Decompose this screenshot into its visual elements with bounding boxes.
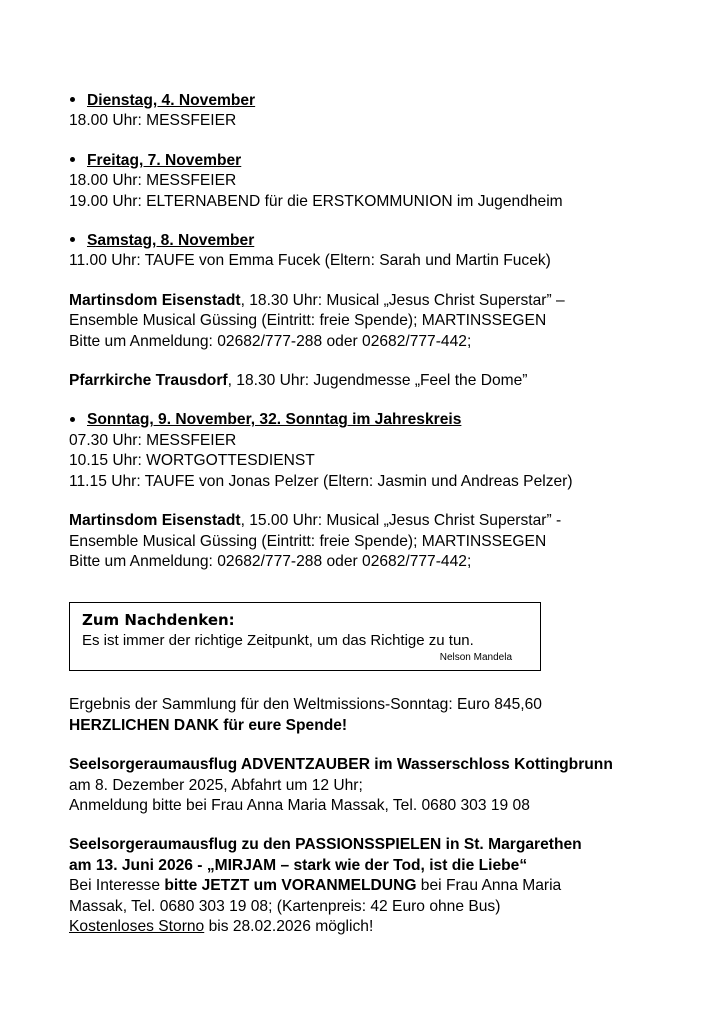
day-heading-saturday: Samstag, 8. November	[69, 231, 689, 251]
passion-trip-title: Seelsorgeraumausflug zu den PASSIONSSPIELEN in St. Margarethen	[69, 836, 582, 854]
advent-trip-date: am 8. Dezember 2025, Abfahrt um 12 Uhr;	[69, 776, 363, 794]
martinsdom-saturday-line1: Martinsdom Eisenstadt, 18.30 Uhr: Musical „Jesus Christ Superstar” –	[69, 291, 565, 309]
event-line: 07.30 Uhr: MESSFEIER	[69, 431, 237, 449]
event-line: 19.00 Uhr: ELTERNABEND für die ERSTKOMMUNION im Jugendheim	[69, 192, 563, 210]
quote-text: Es ist immer der richtige Zeitpunkt, um das Richtige zu tun.	[82, 632, 474, 650]
day-heading-tuesday: Dienstag, 4. November	[69, 91, 689, 111]
trausdorf-line: Pfarrkirche Trausdorf, 18.30 Uhr: Jugendmesse „Feel the Dome”	[69, 372, 528, 390]
bullet-icon	[69, 151, 87, 171]
passion-trip-storno: Kostenloses Storno bis 28.02.2026 möglich!	[69, 917, 374, 935]
quote-title: Zum Nachdenken:	[82, 611, 235, 630]
collection-thanks: HERZLICHEN DANK für eure Spende!	[69, 716, 348, 734]
storno-link: Kostenloses Storno	[69, 917, 205, 935]
bullet-icon	[69, 231, 87, 251]
collection-result: Ergebnis der Sammlung für den Weltmissions-Sonntag: Euro 845,60	[69, 696, 542, 714]
martinsdom-sunday-line1: Martinsdom Eisenstadt, 15.00 Uhr: Musical „Jesus Christ Superstar” -	[69, 512, 562, 530]
passion-trip-registration: Bei Interesse bitte JETZT um VORANMELDUNG bei Frau Anna Maria	[69, 877, 562, 895]
bulletin-page	[69, 91, 689, 937]
bullet-icon	[69, 91, 87, 111]
martinsdom-saturday-line2: Ensemble Musical Güssing (Eintritt: freie Spende); MARTINSSEGEN	[69, 312, 547, 330]
quote-author: Nelson Mandela	[439, 652, 512, 664]
event-line: 11.00 Uhr: TAUFE von Emma Fucek (Eltern: Sarah und Martin Fucek)	[69, 252, 551, 270]
event-line: 10.15 Uhr: WORTGOTTESDIENST	[69, 452, 315, 470]
quote-box	[69, 602, 541, 671]
event-line: 18.00 Uhr: MESSFEIER	[69, 112, 237, 130]
martinsdom-sunday-line3: Bitte um Anmeldung: 02682/777-288 oder 02682/777-442;	[69, 552, 472, 570]
day-heading-sunday: Sonntag, 9. November, 32. Sonntag im Jahreskreis	[69, 410, 689, 430]
advent-trip-registration: Anmeldung bitte bei Frau Anna Maria Massak, Tel. 0680 303 19 08	[69, 796, 530, 814]
bullet-icon	[69, 410, 87, 430]
passion-trip-contact: Massak, Tel. 0680 303 19 08; (Kartenpreis: 42 Euro ohne Bus)	[69, 897, 501, 915]
advent-trip-title: Seelsorgeraumausflug ADVENTZAUBER im Wasserschloss Kottingbrunn	[69, 756, 613, 774]
martinsdom-saturday-line3: Bitte um Anmeldung: 02682/777-288 oder 02682/777-442;	[69, 332, 472, 350]
martinsdom-sunday-line2: Ensemble Musical Güssing (Eintritt: freie Spende); MARTINSSEGEN	[69, 532, 547, 550]
event-line: 11.15 Uhr: TAUFE von Jonas Pelzer (Eltern: Jasmin und Andreas Pelzer)	[69, 472, 573, 490]
day-heading-friday: Freitag, 7. November	[69, 151, 689, 171]
event-line: 18.00 Uhr: MESSFEIER	[69, 172, 237, 190]
passion-trip-subtitle: am 13. Juni 2026 - „MIRJAM – stark wie der Tod, ist die Liebe“	[69, 856, 528, 874]
